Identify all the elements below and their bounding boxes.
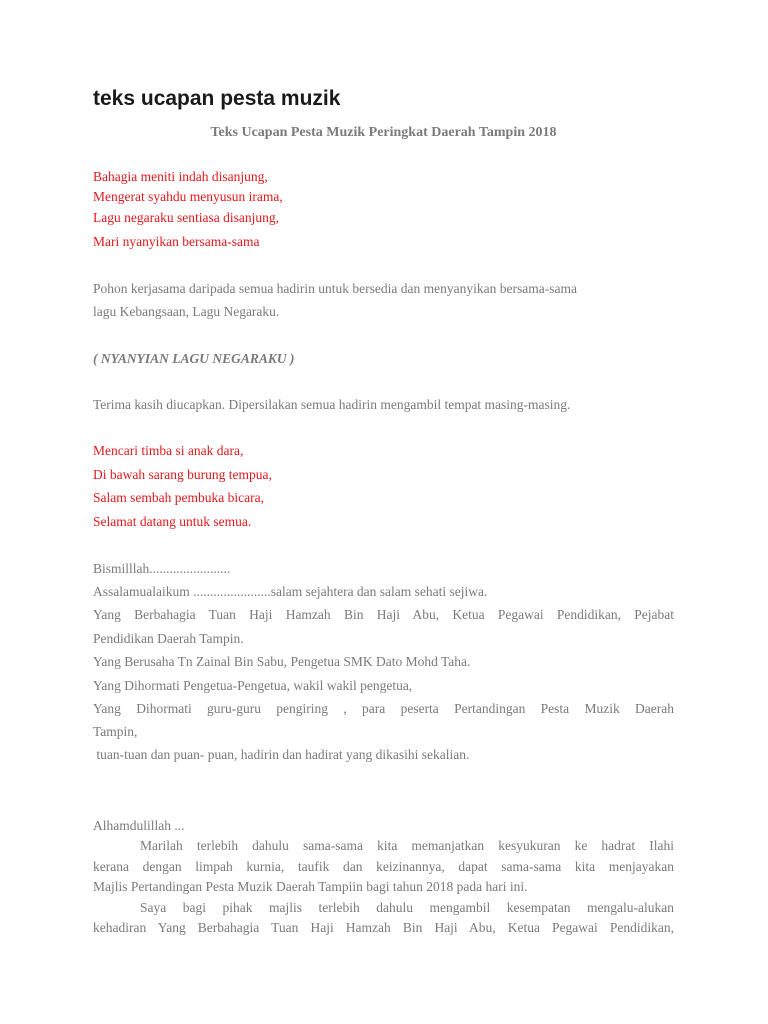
pantun-line: Bahagia meniti indah disanjung, (93, 169, 268, 184)
page-title: teks ucapan pesta muzik (93, 87, 341, 110)
pantun-line: Mencari timba si anak dara, (93, 443, 244, 458)
greeting-line: Tampin, (93, 724, 138, 739)
greeting-line: Pendidikan Daerah Tampin. (93, 631, 244, 646)
greeting-line: Yang Berbahagia Tuan Haji Hamzah Bin Haji Abu, Ketua Pegawai Pendidikan, Pejabat (93, 607, 674, 622)
pantun-line: Salam sembah pembuka bicara, (93, 490, 264, 505)
body-line: kehadiran Yang Berbahagia Tuan Haji Hamzah Bin Haji Abu, Ketua Pegawai Pendidikan, (93, 920, 674, 935)
body-line: kerana dengan limpah kurnia, taufik dan keizinannya, dapat sama-sama kita menjayakan (93, 859, 674, 874)
greeting-line: Assalamualaikum .......................salam sejahtera dan salam sehati sejiwa. (93, 584, 488, 599)
pantun-line: Selamat datang untuk semua. (93, 514, 252, 529)
greeting-line: Bismilllah........................ (93, 561, 231, 576)
body-line: Marilah terlebih dahulu sama-sama kita memanjatkan kesyukuran ke hadrat Ilahi (140, 838, 674, 853)
paragraph-line: lagu Kebangsaan, Lagu Negaraku. (93, 304, 280, 319)
greeting-line: Yang Dihormati Pengetua-Pengetua, wakil wakil pengetua, (93, 678, 413, 693)
paragraph-line: Pohon kerjasama daripada semua hadirin untuk bersedia dan menyanyikan bersama-sama (93, 281, 577, 296)
body-line: Majlis Pertandingan Pesta Muzik Daerah Tampiin bagi tahun 2018 pada hari ini. (93, 879, 528, 894)
pantun-line: Mari nyanyikan bersama-sama (93, 234, 260, 249)
greeting-line: Yang Berusaha Tn Zainal Bin Sabu, Pengetua SMK Dato Mohd Taha. (93, 654, 471, 669)
greeting-line: Yang Dihormati guru-guru pengiring , para peserta Pertandingan Pesta Muzik Daerah (93, 701, 674, 716)
document-subtitle: Teks Ucapan Pesta Muzik Peringkat Daerah Tampin 2018 (210, 125, 557, 140)
paragraph-line: Terima kasih diucapkan. Dipersilakan semua hadirin mengambil tempat masing-masing. (93, 397, 571, 412)
pantun-line: Mengerat syahdu menyusun irama, (93, 189, 283, 204)
pantun-line: Lagu negaraku sentiasa disanjung, (93, 210, 279, 225)
pantun-line: Di bawah sarang burung tempua, (93, 467, 272, 482)
alhamdulillah-line: Alhamdulillah ... (93, 818, 185, 833)
song-note: ( NYANYIAN LAGU NEGARAKU ) (93, 351, 295, 366)
greeting-line: tuan-tuan dan puan- puan, hadirin dan hadirat yang dikasihi sekalian. (93, 747, 470, 762)
body-line: Saya bagi pihak majlis terlebih dahulu mengambil kesempatan mengalu-alukan (140, 900, 674, 915)
